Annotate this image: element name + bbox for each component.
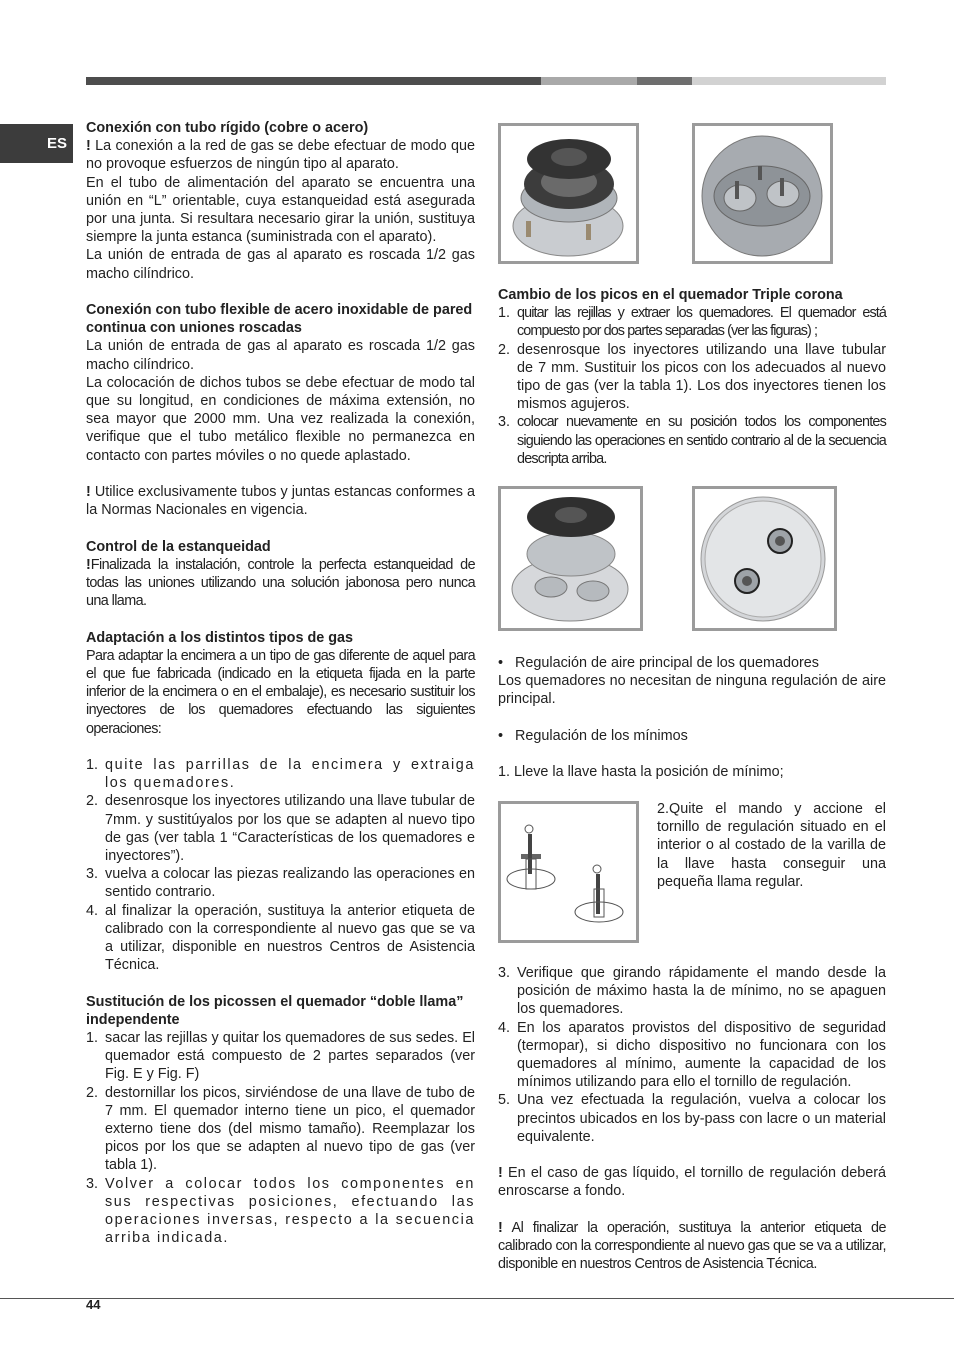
min-adjustment-figure — [498, 801, 639, 943]
list-item: 1. quitar las rejillas y extraer los quemadores. El quemador está compuesto por dos partes separadas (ver las figuras) ; — [498, 305, 886, 340]
triple-crown-steps — [498, 304, 886, 468]
min-adjustment-steps — [498, 964, 886, 1146]
paragraph: Los quemadores no necesitan de ninguna regulación de aire principal. — [498, 673, 886, 708]
paragraph: 1. Lleve la llave hasta la posición de mínimo; — [498, 764, 784, 781]
warning-mark: ! — [498, 1165, 503, 1182]
header-bar-segment — [86, 77, 541, 85]
language-tab: ES — [0, 124, 73, 163]
bullet-item: • Regulación de aire principal de los quemadores — [498, 655, 819, 671]
page-number: 44 — [86, 1297, 101, 1312]
paragraph-text: Al finalizar la operación, sustituya la anterior etiqueta de calibrado con la correspondiente al nuevo gas que se va a utilizar, disponible en nuestros Centros de Asistencia Técnica. — [498, 1219, 886, 1273]
header-bar-segment — [692, 77, 886, 85]
paragraph: La unión de entrada de gas al aparato es roscada 1/2 gas macho cilíndrico. — [86, 247, 475, 282]
list-item: 4. al finalizar la operación, sustituya la anterior etiqueta de calibrado con la correspondiente al nuevo gas que se va a utilizar, disponible en nuestros Centros de Asistencia Técnica. — [86, 902, 475, 974]
header-bar — [86, 77, 886, 85]
paragraph — [86, 556, 475, 611]
section-title-leak-check: Control de la estanqueidad — [86, 538, 271, 555]
triple-crown-base-figure — [692, 486, 837, 631]
list-item: 3. colocar nuevamente en su posición todos los componentes siguiendo las operaciones en sentido contrario al de la secuencia descripta arriba. — [498, 414, 886, 467]
header-bar-segment — [541, 77, 637, 85]
paragraph: En el tubo de alimentación del aparato se encuentra una unión en “L” orientable, cuya estanqueidad está asegurada por una junta. Si resultara necesario girar la unión, sustituya siempre la junta estanca (suministrada con el aparato). — [86, 174, 475, 246]
right-column-min-step2 — [657, 800, 886, 891]
section-title-flexible-pipe: Conexión con tubo flexible de acero inoxidable de pared continua con uniones roscadas — [86, 302, 473, 337]
bullet-item: • Regulación de los mínimos — [498, 727, 688, 744]
right-column-final — [498, 964, 886, 1273]
right-column-steps — [498, 286, 886, 468]
right-column-regulation — [498, 654, 886, 781]
warning-mark: ! — [86, 556, 91, 573]
list-item: 3. Volver a colocar todos los componentes en sus respectivas posiciones, efectuando las operaciones inversas, respecto a la secuencia arriba indicada. — [86, 1175, 475, 1247]
header-bar-segment — [637, 77, 692, 85]
list-item: 2. desenrosque los inyectores utilizando una llave tubular de 7mm. y sustitúyalos por los que se adapten al nuevo tipo de gas (ver tabla 1 “Características de los quemadores e inyectores”). — [86, 793, 475, 865]
list-item: 1. quite las parrillas de la encimera y extraiga los quemadores. — [86, 757, 475, 792]
list-item: 5. Una vez efectuada la regulación, vuelva a colocar los precintos ubicados en los by-pass con lacre o un material equivalente. — [498, 1092, 886, 1145]
warning-mark: ! — [86, 484, 91, 501]
warning-paragraph — [86, 483, 475, 519]
paragraph-text: Finalizada la instalación, controle la perfecta estanqueidad de todas las uniones utilizando una solución jabonosa pero nunca una llama. — [86, 556, 475, 610]
burner-base-figure — [692, 123, 833, 264]
paragraph-text: En el caso de gas líquido, el tornillo de regulación deberá enroscarse a fondo. — [498, 1165, 886, 1200]
list-item: 1. sacar las rejillas y quitar los quemadores de sus sedes. El quemador está compuesto de 2 partes separados (ver Fig. E y Fig. F) — [86, 1030, 475, 1083]
section-title-triple-crown: Cambio de los picos en el quemador Triple corona — [498, 287, 843, 303]
footer-divider — [0, 1298, 954, 1299]
warning-paragraph — [498, 1219, 886, 1274]
paragraph: Para adaptar la encimera a un tipo de gas diferente de aquel para el que fue fabricada (indicado en la etiqueta fijada en la parte inferior de la encimera o en el embalaje), es necesario sustituir los inyectores de los quemadores efectuando las siguientes operaciones: — [86, 647, 475, 737]
section-title-rigid-pipe: Conexión con tubo rígido (cobre o acero) — [86, 120, 369, 136]
list-item: 4. En los aparatos provistos del dispositivo de seguridad (termopar), si dicho dispositivo no funcionara con los quemadores al mínimo, aumente la capacidad de los mínimos utilizando para ello el tornillo de regulación. — [498, 1019, 886, 1091]
section-title-double-flame: Sustitución de los picossen el quemador “doble llama” independente — [86, 993, 464, 1028]
warning-mark: ! — [498, 1219, 503, 1236]
section-title-gas-adaptation: Adaptación a los distintos tipos de gas — [86, 629, 354, 646]
triple-crown-exploded-figure — [498, 486, 643, 631]
paragraph: La colocación de dichos tubos se debe efectuar de modo tal que su longitud, en condiciones de máxima extensión, no sea mayor que 2000 mm. Una vez realizada la conexión, verifique que el tubo metálico flexible no permanezca en contacto con partes móviles o no quede aplastado. — [86, 374, 475, 464]
paragraph-text: Utilice exclusivamente tubos y juntas estancas conformes a la Normas Nacionales en vigencia. — [86, 484, 475, 519]
list-item: 3. Verifique que girando rápidamente el mando desde la posición de máximo hasta la de mínimo, no se apaguen los quemadores. — [498, 965, 886, 1018]
paragraph — [86, 137, 475, 173]
double-flame-steps — [86, 1029, 475, 1247]
gas-adaptation-steps — [86, 756, 475, 974]
paragraph-text: La conexión a la red de gas se debe efectuar de modo que no provoque esfuerzos de ningún tipo al aparato. — [86, 138, 475, 173]
left-column — [86, 119, 475, 1248]
paragraph: 2.Quite el mando y accione el tornillo de regulación situado en el interior o al costado de la varilla de la llave hasta conseguir una pequeña llama regular. — [657, 801, 886, 890]
burner-exploded-figure — [498, 123, 639, 264]
warning-mark: ! — [86, 138, 91, 155]
list-item: 2. desenrosque los inyectores utilizando una llave tubular de 7 mm. Sustituir los picos con los adecuados al nuevo tipo de gas (ver la tabla 1). Los dos inyectores tienen los mismos agujeros. — [498, 341, 886, 413]
list-item: 2. destornillar los picos, sirviéndose de una llave de tubo de 7 mm. El quemador interno tiene un pico, el quemador externo tiene dos (del mismo tamaño). Reemplazar los picos por los que se adapten al nuevo tipo de gas (ver tabla 1). — [86, 1084, 475, 1174]
list-item: 3. vuelva a colocar las piezas realizando las operaciones en sentido contrario. — [86, 866, 475, 901]
paragraph: La unión de entrada de gas al aparato es roscada 1/2 gas macho cilíndrico. — [86, 338, 475, 373]
warning-paragraph — [498, 1164, 886, 1200]
